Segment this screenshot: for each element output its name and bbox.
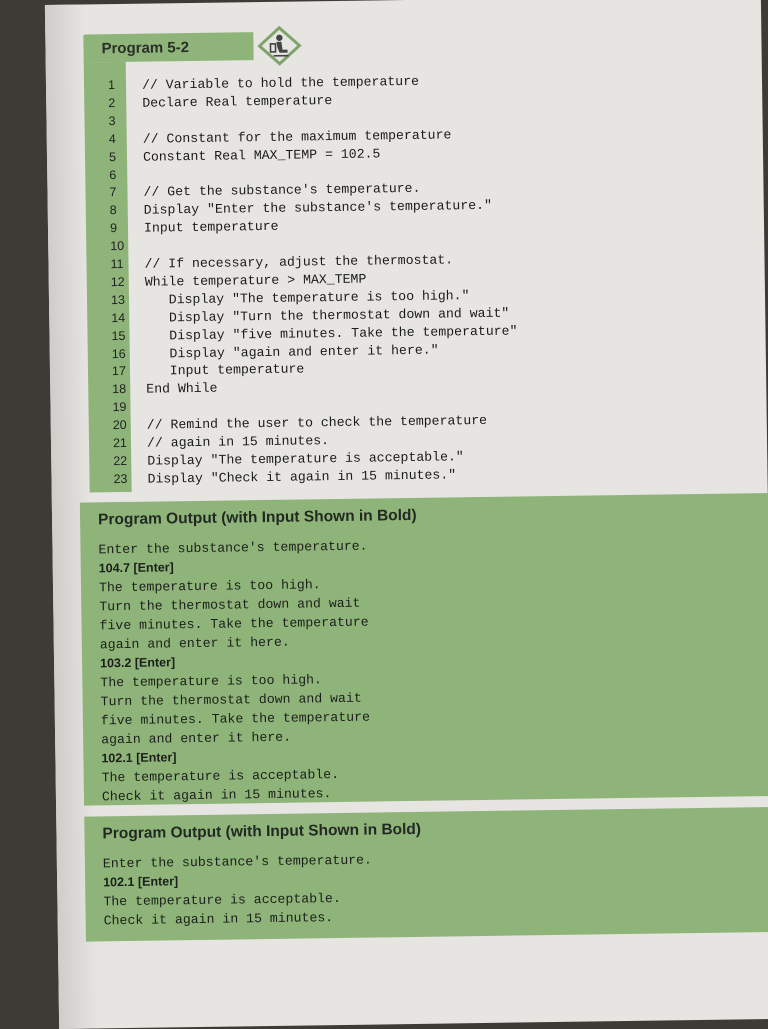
output-line: The temperature is too high.: [98, 577, 321, 596]
output-line: The temperature is acceptable.: [101, 767, 340, 786]
code-listing: [84, 53, 768, 492]
line-number: 6: [109, 167, 117, 182]
line-number: 20: [112, 418, 127, 433]
line-number: 12: [110, 274, 125, 290]
line-number: 23: [113, 471, 128, 486]
code-text: // Variable to hold the temperature: [141, 73, 420, 93]
code-text: // Get the substance's temperature.: [143, 181, 421, 201]
output-line: Enter the substance's temperature.: [98, 538, 368, 558]
code-text: // Constant for the maximum temperature: [142, 127, 452, 147]
line-number: 19: [112, 400, 127, 415]
line-number: 11: [110, 256, 124, 272]
output-line: Check it again in 15 minutes.: [101, 786, 332, 805]
code-text: Display "Turn the thermostat down and wait": [145, 305, 510, 326]
line-number: 16: [111, 346, 126, 361]
code-text: Display "The temperature is too high.": [144, 287, 470, 308]
code-text: End While: [146, 380, 218, 397]
line-number: 2: [108, 95, 116, 111]
program-output-box: [84, 807, 768, 942]
line-number: 9: [109, 221, 118, 236]
code-text: // again in 15 minutes.: [146, 433, 330, 451]
output-line: Check it again in 15 minutes.: [103, 910, 334, 929]
line-number: 18: [112, 382, 127, 397]
code-text: Input temperature: [143, 218, 279, 236]
output-input-line: 102.1 [Enter]: [101, 750, 177, 766]
output-title: Program Output (with Input Shown in Bold): [97, 506, 417, 529]
code-text: // Remind the user to check the temperature: [146, 413, 488, 433]
line-number: 17: [111, 364, 127, 379]
output-line: The temperature is acceptable.: [103, 891, 341, 910]
code-text: Declare Real temperature: [142, 92, 333, 111]
output-line: The temperature is too high.: [100, 672, 323, 691]
code-text: Display "Enter the substance's temperature.": [143, 198, 493, 218]
line-number: 7: [109, 185, 117, 200]
code-text: While temperature > MAX_TEMP: [144, 271, 367, 290]
program-output-box: [80, 493, 768, 806]
output-input-line: 102.1 [Enter]: [103, 874, 179, 890]
output-line: Turn the thermostat down and wait: [100, 690, 362, 710]
output-line: again and enter it here.: [99, 634, 290, 653]
line-number: 15: [111, 328, 126, 343]
line-number: 8: [109, 203, 117, 218]
code-text: Input temperature: [145, 361, 305, 380]
code-text: // If necessary, adjust the thermostat.: [144, 252, 454, 272]
output-input-line: 103.2 [Enter]: [99, 655, 176, 671]
code-text: Display "The temperature is acceptable.": [147, 449, 464, 469]
code-text: Display "five minutes. Take the temperature": [145, 323, 518, 344]
line-number: 13: [110, 292, 126, 307]
output-line: five minutes. Take the temperature: [99, 614, 369, 634]
output-line: again and enter it here.: [101, 729, 292, 748]
book-page: [45, 0, 768, 1029]
line-number: 10: [110, 239, 125, 254]
line-number: 3: [108, 113, 116, 128]
output-input-line: 104.7 [Enter]: [98, 560, 174, 576]
code-text: Constant Real MAX_TEMP = 102.5: [142, 145, 381, 165]
output-line: five minutes. Take the temperature: [100, 709, 371, 729]
code-text: Display "again and enter it here.": [145, 342, 439, 362]
program-header: [83, 32, 253, 62]
line-number: 5: [108, 149, 117, 164]
line-number: 22: [113, 453, 128, 469]
line-number: 14: [111, 310, 126, 325]
output-title: Program Output (with Input Shown in Bold): [102, 820, 422, 843]
output-line: Turn the thermostat down and wait: [99, 595, 361, 615]
line-number: 1: [107, 78, 116, 93]
program-title: Program 5-2: [101, 39, 190, 58]
line-number: 21: [112, 435, 128, 451]
code-text: Display "Check it again in 15 minutes.": [147, 467, 457, 487]
output-line: Enter the substance's temperature.: [102, 852, 373, 872]
line-number: 4: [108, 131, 116, 146]
